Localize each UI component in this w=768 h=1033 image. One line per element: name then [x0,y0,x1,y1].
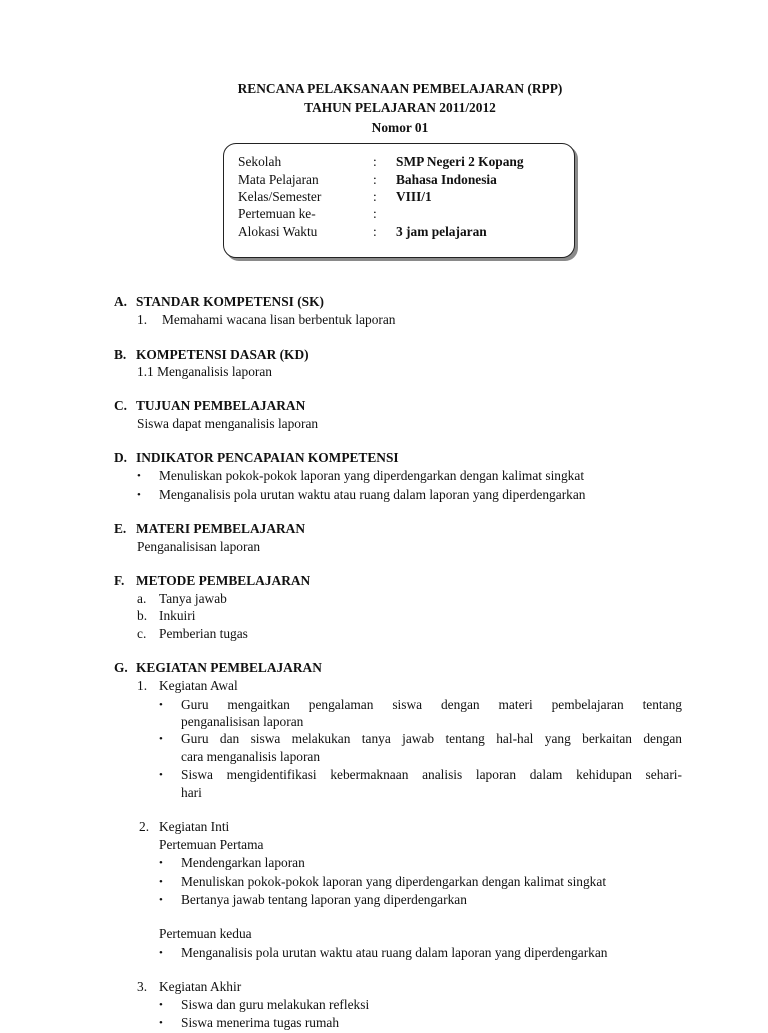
subsection-title: Kegiatan Awal [159,678,238,693]
section-letter: E. [114,521,127,536]
info-colon: : [373,206,377,221]
section-title: MATERI PEMBELAJARAN [136,521,305,536]
list-number: 3. [137,979,148,994]
meeting-title: Pertemuan Pertama [159,837,264,852]
list-item: Siswa mengidentifikasi kebermaknaan analisis laporan dalam kehidupan sehari- [181,767,682,782]
list-item: Menganalisis pola urutan waktu atau ruang dalam laporan yang diperdengarkan [159,487,586,502]
list-mark: a. [137,591,147,606]
bullet-icon: • [159,876,163,888]
identity-box [223,143,575,258]
list-item: Mendengarkan laporan [181,855,305,870]
bullet-icon: • [159,947,163,959]
list-mark: c. [137,626,147,641]
section-letter: D. [114,450,128,465]
list-item: Guru dan siswa melakukan tanya jawab tentang hal-hal yang berkaitan dengan [181,731,682,746]
list-item-continuation: cara menganalisis laporan [181,749,321,764]
list-item: Memahami wacana lisan berbentuk laporan [162,312,396,327]
bullet-icon: • [159,857,163,869]
list-mark: b. [137,608,148,623]
section-letter: C. [114,398,128,413]
info-label: Alokasi Waktu [238,224,318,239]
section-letter: A. [114,294,128,309]
bullet-icon: • [137,489,141,501]
list-item: Pemberian tugas [159,626,248,641]
academic-year: TAHUN PELAJARAN 2011/2012 [304,100,496,115]
section-letter: B. [114,347,127,362]
info-label: Pertemuan ke- [238,206,316,221]
list-number: 2. [139,819,150,834]
subsection-title: Kegiatan Inti [159,819,230,834]
section-letter: G. [114,660,128,675]
info-colon: : [373,224,377,239]
info-colon: : [373,154,377,169]
bullet-icon: • [159,769,163,781]
info-colon: : [373,172,377,187]
paragraph-text: Penganalisisan laporan [137,539,261,554]
info-label: Kelas/Semester [238,189,322,204]
list-item: Menuliskan pokok-pokok laporan yang diperdengarkan dengan kalimat singkat [159,468,585,483]
document-number: Nomor 01 [371,120,429,135]
list-item-continuation: hari [181,785,202,800]
info-colon: : [373,189,377,204]
section-title: KEGIATAN PEMBELAJARAN [136,660,322,675]
section-title: STANDAR KOMPETENSI (SK) [136,294,324,309]
info-value: Bahasa Indonesia [396,172,497,187]
bullet-icon: • [159,894,163,906]
info-value: 3 jam pelajaran [396,224,487,239]
bullet-icon: • [159,733,163,745]
paragraph-text: Siswa dapat menganalisis laporan [137,416,319,431]
list-item: Menganalisis pola urutan waktu atau ruang dalam laporan yang diperdengarkan [181,945,608,960]
info-value: SMP Negeri 2 Kopang [396,154,524,169]
bullet-icon: • [159,999,163,1011]
document-title: RENCANA PELAKSANAAN PEMBELAJARAN (RPP) [237,81,563,96]
list-item: Menuliskan pokok-pokok laporan yang diperdengarkan dengan kalimat singkat [181,874,607,889]
section-title: TUJUAN PEMBELAJARAN [136,398,306,413]
list-item: Siswa dan guru melakukan refleksi [181,997,370,1012]
list-item: Inkuiri [159,608,196,623]
list-item: Bertanya jawab tentang laporan yang diperdengarkan [181,892,467,907]
subsection-title: Kegiatan Akhir [159,979,242,994]
meeting-title: Pertemuan kedua [159,926,252,941]
section-letter: F. [114,573,125,588]
bullet-icon: • [137,470,141,482]
info-label: Mata Pelajaran [238,172,319,187]
list-item: 1.1 Menganalisis laporan [137,364,272,379]
section-title: METODE PEMBELAJARAN [136,573,311,588]
list-number: 1. [137,678,148,693]
list-number: 1. [137,312,148,327]
list-item: Tanya jawab [159,591,227,606]
info-value: VIII/1 [396,189,432,204]
section-title: KOMPETENSI DASAR (KD) [136,347,309,362]
section-title: INDIKATOR PENCAPAIAN KOMPETENSI [136,450,399,465]
list-item-continuation: penganalisisan laporan [181,714,304,729]
info-label: Sekolah [238,154,282,169]
list-item: Guru mengaitkan pengalaman siswa dengan materi pembelajaran tentang [181,697,682,712]
list-item: Siswa menerima tugas rumah [181,1015,340,1030]
bullet-icon: • [159,1017,163,1029]
bullet-icon: • [159,699,163,711]
